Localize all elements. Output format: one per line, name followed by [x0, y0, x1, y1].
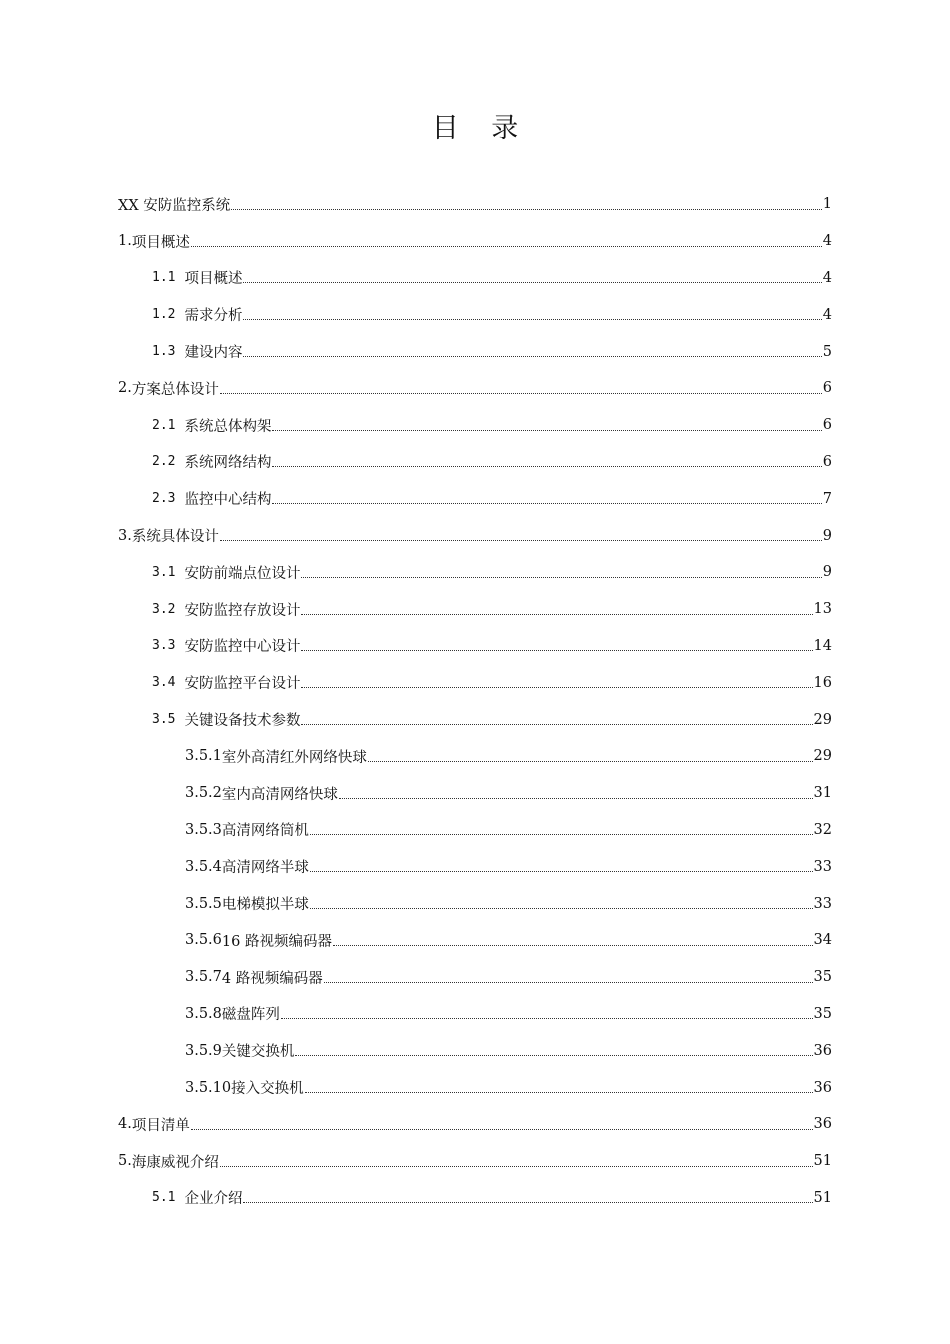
toc-dot-leader	[301, 650, 812, 651]
toc-entry[interactable]	[118, 922, 832, 959]
toc-entry-page-number: 14	[813, 637, 832, 654]
toc-dot-leader	[220, 393, 822, 394]
toc-entry-number: 3.5.3	[185, 821, 222, 838]
toc-entry-page-number: 1	[822, 196, 832, 213]
toc-entry-page-number: 33	[813, 895, 832, 912]
toc-entry-label: 项目概述	[131, 234, 190, 251]
toc-entry-label: 电梯模拟半球	[221, 897, 309, 914]
toc-entry[interactable]	[118, 260, 832, 297]
toc-dot-leader	[272, 466, 821, 467]
toc-dot-leader	[295, 1055, 812, 1056]
toc-entry-number: 1.	[118, 233, 132, 250]
toc-dot-leader	[281, 1018, 813, 1019]
toc-entry-number: 3.1	[152, 564, 176, 580]
toc-entry-label: XX 安防监控系统	[118, 197, 231, 214]
toc-entry-number: 2.3	[152, 491, 176, 507]
toc-entry[interactable]	[118, 223, 832, 260]
toc-entry-number: 3.5.6	[185, 932, 222, 949]
toc-entry-label: 室外高清红外网络快球	[221, 749, 367, 766]
toc-entry-page-number: 7	[822, 490, 832, 507]
toc-dot-leader	[301, 577, 821, 578]
toc-dot-leader	[231, 209, 822, 210]
toc-entry[interactable]	[118, 628, 832, 665]
toc-entry-number: 3.4	[152, 675, 176, 691]
toc-entry-number: 3.5.2	[185, 785, 222, 802]
toc-entry-number: 1.1	[152, 270, 176, 286]
toc-dot-leader	[333, 945, 813, 946]
toc-dot-leader	[324, 982, 813, 983]
toc-entry-label: 系统总体构架	[184, 418, 272, 435]
toc-dot-leader	[305, 1092, 813, 1093]
toc-entry-label: 室内高清网络快球	[221, 786, 338, 803]
toc-entry-number: 3.2	[152, 601, 176, 617]
toc-entry-label: 安防监控存放设计	[184, 602, 301, 619]
toc-entry-page-number: 4	[822, 269, 832, 286]
table-of-contents	[118, 186, 832, 1216]
toc-entry-label: 关键设备技术参数	[184, 713, 301, 730]
toc-entry[interactable]	[118, 701, 832, 738]
toc-entry-label: 安防监控中心设计	[184, 639, 301, 656]
toc-entry-page-number: 29	[813, 711, 832, 728]
toc-entry-page-number: 33	[813, 858, 832, 875]
toc-entry[interactable]	[118, 444, 832, 481]
toc-entry[interactable]	[118, 775, 832, 812]
toc-entry-page-number: 5	[822, 343, 832, 360]
toc-entry-number: 1.3	[152, 344, 176, 360]
toc-entry-page-number: 35	[813, 1005, 832, 1022]
toc-entry-page-number: 9	[822, 527, 832, 544]
toc-entry[interactable]	[118, 554, 832, 591]
toc-entry[interactable]	[118, 885, 832, 922]
toc-entry[interactable]	[118, 812, 832, 849]
toc-entry-number: 3.5.1	[185, 748, 222, 765]
toc-entry[interactable]	[118, 1032, 832, 1069]
toc-entry-label: 高清网络半球	[221, 860, 309, 877]
toc-entry-number: 3.5.5	[185, 895, 222, 912]
toc-entry-number: 3.5.9	[185, 1042, 222, 1059]
toc-dot-leader	[243, 356, 821, 357]
toc-entry-page-number: 35	[813, 969, 832, 986]
toc-entry[interactable]	[118, 664, 832, 701]
toc-entry-number: 3.3	[152, 638, 176, 654]
toc-entry[interactable]	[118, 959, 832, 996]
toc-entry-label: 监控中心结构	[184, 492, 272, 509]
toc-entry-label: 海康威视介绍	[131, 1154, 219, 1171]
toc-dot-leader	[301, 724, 812, 725]
toc-dot-leader	[310, 871, 813, 872]
toc-entry-number: 2.	[118, 380, 132, 397]
toc-entry-number: 2.1	[152, 417, 176, 433]
toc-dot-leader	[301, 687, 812, 688]
toc-entry[interactable]	[118, 370, 832, 407]
toc-entry-page-number: 36	[813, 1079, 832, 1096]
toc-entry-number: 3.5.8	[185, 1005, 222, 1022]
toc-entry-page-number: 51	[813, 1189, 832, 1206]
toc-entry-number: 3.	[118, 527, 132, 544]
toc-entry-label: 建设内容	[184, 345, 243, 362]
toc-entry-page-number: 6	[822, 417, 832, 434]
toc-dot-leader	[272, 503, 821, 504]
toc-entry[interactable]	[118, 517, 832, 554]
toc-entry-label: 16 路视频编码器	[221, 933, 332, 950]
toc-entry[interactable]	[118, 296, 832, 333]
toc-dot-leader	[301, 614, 812, 615]
toc-entry-label: 接入交换机	[231, 1081, 304, 1098]
toc-entry-label: 项目清单	[131, 1117, 190, 1134]
toc-dot-leader	[310, 908, 813, 909]
toc-entry-number: 2.2	[152, 454, 176, 470]
toc-entry-page-number: 13	[813, 601, 832, 618]
toc-dot-leader	[272, 430, 821, 431]
toc-entry-label: 高清网络筒机	[221, 823, 309, 840]
toc-entry[interactable]	[118, 591, 832, 628]
toc-dot-leader	[310, 834, 813, 835]
toc-entry-number: 3.5.7	[185, 969, 222, 986]
toc-entry[interactable]	[118, 848, 832, 885]
toc-entry[interactable]	[118, 480, 832, 517]
toc-dot-leader	[191, 1129, 813, 1130]
toc-entry-page-number: 31	[813, 785, 832, 802]
toc-entry-label: 项目概述	[184, 271, 243, 288]
toc-dot-leader	[243, 319, 821, 320]
toc-entry-page-number: 9	[822, 564, 832, 581]
toc-dot-leader	[368, 761, 813, 762]
page-title: 目 录	[431, 113, 531, 144]
toc-dot-leader	[220, 540, 822, 541]
toc-entry-label: 安防前端点位设计	[184, 565, 301, 582]
toc-entry-number: 4.	[118, 1116, 132, 1133]
toc-entry-label: 磁盘阵列	[221, 1007, 280, 1024]
toc-entry-label: 企业介绍	[184, 1191, 243, 1208]
toc-entry[interactable]	[118, 996, 832, 1033]
toc-entry-label: 4 路视频编码器	[221, 970, 323, 987]
toc-entry[interactable]	[118, 1069, 832, 1106]
toc-entry-page-number: 36	[813, 1042, 832, 1059]
toc-entry-label: 安防监控平台设计	[184, 676, 301, 693]
toc-entry-page-number: 4	[822, 233, 832, 250]
toc-dot-leader	[243, 282, 821, 283]
toc-entry-page-number: 16	[813, 674, 832, 691]
toc-entry[interactable]	[118, 333, 832, 370]
toc-entry-number: 1.2	[152, 307, 176, 323]
toc-entry[interactable]	[118, 738, 832, 775]
toc-entry[interactable]	[118, 1106, 832, 1143]
toc-entry-number: 5.1	[152, 1190, 176, 1206]
toc-entry[interactable]	[118, 186, 832, 223]
toc-entry[interactable]	[118, 1180, 832, 1217]
toc-entry-number: 5.	[118, 1153, 132, 1170]
toc-dot-leader	[243, 1202, 812, 1203]
toc-entry-label: 系统具体设计	[131, 529, 219, 546]
toc-entry-label: 关键交换机	[221, 1044, 295, 1061]
toc-entry-number: 3.5.10	[185, 1079, 232, 1096]
toc-entry-page-number: 4	[822, 306, 832, 323]
toc-dot-leader	[191, 246, 822, 247]
toc-entry-number: 3.5	[152, 712, 176, 728]
toc-entry-label: 方案总体设计	[131, 381, 219, 398]
toc-dot-leader	[339, 798, 813, 799]
toc-entry-page-number: 6	[822, 453, 832, 470]
toc-entry-page-number: 6	[822, 380, 832, 397]
toc-entry[interactable]	[118, 1143, 832, 1180]
toc-entry-page-number: 32	[813, 821, 832, 838]
toc-entry-page-number: 29	[813, 748, 832, 765]
toc-entry[interactable]	[118, 407, 832, 444]
toc-entry-number: 3.5.4	[185, 858, 222, 875]
toc-dot-leader	[220, 1166, 813, 1167]
toc-entry-page-number: 36	[813, 1116, 832, 1133]
toc-entry-label: 需求分析	[184, 308, 243, 325]
toc-entry-label: 系统网络结构	[184, 455, 272, 472]
toc-entry-page-number: 34	[813, 932, 832, 949]
toc-entry-page-number: 51	[813, 1153, 832, 1170]
